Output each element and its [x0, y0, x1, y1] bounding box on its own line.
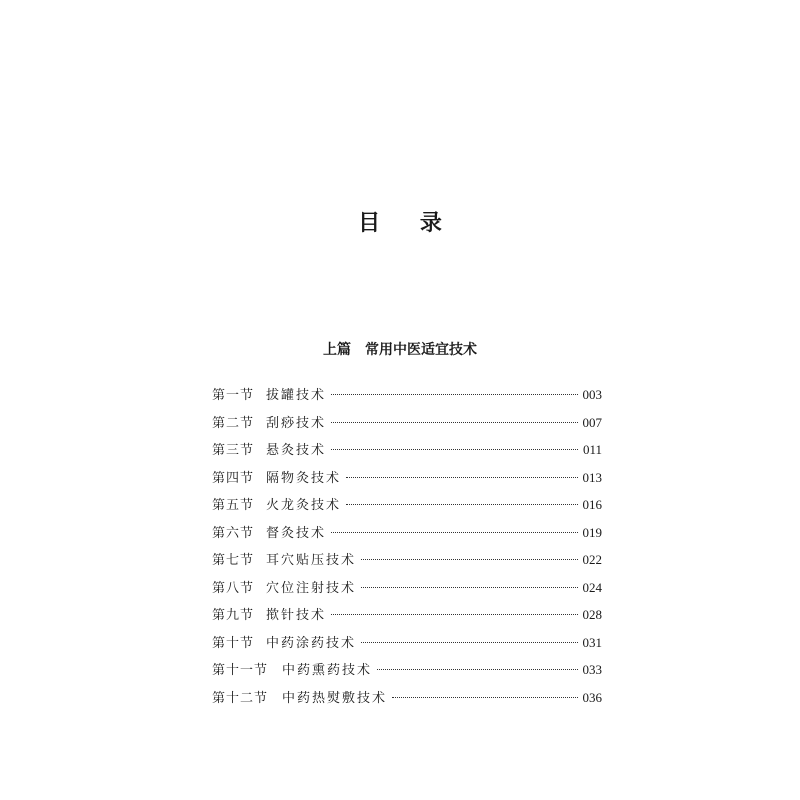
toc-entry-title: 隔物灸技术: [266, 470, 342, 486]
toc-leader-dots: [331, 449, 578, 450]
toc-leader-dots: [346, 477, 577, 478]
toc-page-number: 024: [582, 579, 602, 595]
page-title: 目 录: [358, 211, 458, 236]
toc-section-number: 第二节: [212, 415, 255, 431]
toc-section-number: 第五节: [212, 498, 255, 513]
toc-entry[interactable]: [212, 464, 602, 492]
toc-entry-title: 悬灸技术: [266, 443, 327, 458]
toc-leader-dots: [331, 422, 577, 423]
toc-leader-dots: [392, 697, 577, 698]
toc-entry[interactable]: [212, 546, 602, 574]
toc-entry[interactable]: [212, 409, 602, 437]
toc-entry-title: 督灸技术: [266, 525, 327, 541]
toc-section-number: 第十一节: [212, 663, 269, 678]
toc-entry[interactable]: [212, 381, 602, 409]
toc-page-number: 022: [582, 552, 602, 567]
toc-entry[interactable]: [212, 491, 602, 519]
toc-section-number: 第四节: [212, 470, 255, 486]
toc-section-number: 第三节: [212, 443, 255, 458]
toc-entry[interactable]: [212, 601, 602, 629]
table-of-contents: [212, 381, 602, 711]
toc-page-number: 036: [582, 689, 602, 705]
toc-leader-dots: [331, 614, 577, 615]
toc-page-number: 013: [582, 469, 602, 485]
toc-entry-title: 刮痧技术: [266, 415, 327, 431]
part-heading: 上篇 常用中医适宜技术: [323, 342, 477, 358]
toc-leader-dots: [331, 394, 577, 395]
toc-entry[interactable]: [212, 519, 602, 547]
toc-leader-dots: [361, 587, 577, 588]
toc-entry-title: 耳穴贴压技术: [266, 553, 357, 568]
toc-leader-dots: [331, 532, 577, 533]
toc-section-number: 第九节: [212, 608, 255, 623]
toc-page-number: 019: [582, 524, 602, 540]
toc-leader-dots: [361, 559, 577, 560]
toc-entry[interactable]: [212, 684, 602, 712]
toc-entry-title: 穴位注射技术: [266, 580, 357, 596]
toc-entry[interactable]: [212, 629, 602, 657]
toc-section-number: 第六节: [212, 525, 255, 541]
toc-page-number: 031: [582, 634, 602, 650]
toc-entry-title: 揿针技术: [266, 608, 327, 623]
toc-page-number: 007: [582, 414, 602, 430]
toc-entry-title: 火龙灸技术: [266, 498, 342, 513]
toc-section-number: 第八节: [212, 580, 255, 596]
toc-entry-title: 中药热熨敷技术: [282, 690, 388, 706]
toc-page-number: 016: [582, 497, 602, 512]
toc-section-number: 第七节: [212, 553, 255, 568]
toc-section-number: 第十二节: [212, 690, 269, 706]
toc-page-number: 003: [582, 387, 602, 402]
toc-leader-dots: [377, 669, 577, 670]
toc-entry-title: 中药熏药技术: [282, 663, 373, 678]
toc-leader-dots: [346, 504, 577, 505]
toc-entry[interactable]: [212, 436, 602, 464]
toc-entry-title: 拔罐技术: [266, 388, 327, 403]
toc-section-number: 第十节: [212, 635, 255, 651]
toc-page-number: 011: [582, 442, 602, 457]
toc-leader-dots: [361, 642, 577, 643]
toc-entry[interactable]: [212, 656, 602, 684]
toc-page-number: 033: [582, 662, 602, 677]
toc-entry-title: 中药涂药技术: [266, 635, 357, 651]
toc-entry[interactable]: [212, 574, 602, 602]
toc-page-number: 028: [582, 607, 602, 622]
toc-section-number: 第一节: [212, 388, 255, 403]
